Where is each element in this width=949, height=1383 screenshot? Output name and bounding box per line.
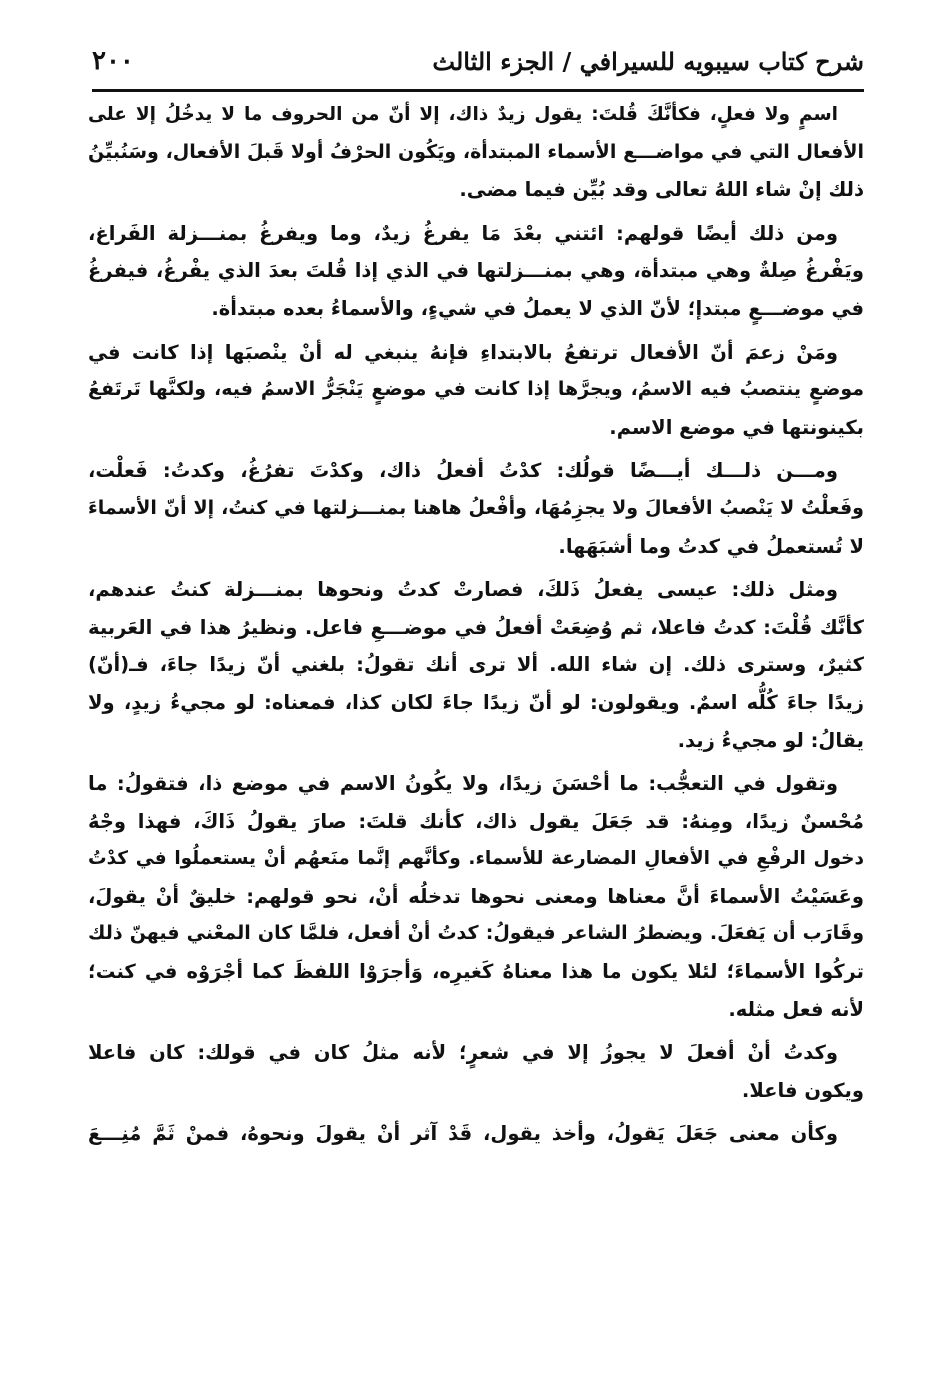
body-text [88, 96, 864, 1153]
paragraph [88, 96, 864, 209]
text-line: تركُوا الأسماءَ؛ لئلا يكون ما هذا معناهُ كَغيرِه، وَأجرَوْا اللفظَ كما أجْرَوْه في كنت؛ [88, 960, 864, 984]
text-line: زيدًا جاءَ كُلُّه اسمٌ. ويقولون: لو أنّ زيدًا جاءَ لكان كذا، فمعناه: لو مجيءُ زيدٍ، ولا [88, 690, 864, 714]
text-line: لا تُستعملُ في كدتُ وما أشبَهَها. [558, 534, 864, 558]
paragraph [88, 1034, 864, 1109]
text-line: وقَارَب أن يَفعَلَ. ويضطرُ الشاعر فيقولُ: كدتُ أنْ أفعل، فلمَّا كان المعْني فيهنّ ذلك [88, 922, 864, 945]
header-rule [92, 89, 864, 92]
text-line: كأنَّك قُلْتَ: كدتُ فاعلا، ثم وُضِعَتْ أفعلُ في موضـــعِ فاعل. ونظيرُ هذا في العَربية [88, 615, 864, 639]
text-line: يقالُ: لو مجيءُ زيد. [677, 728, 864, 752]
text-line: وفَعلْتُ لا يَنْصبُ الأفعالَ ولا يجزِمُهَا، وأفْعلُ هاهنا بمنـــزلتها في كنتُ، إلا أنّ الأسماءَ [88, 496, 864, 519]
text-line: وكدتُ أنْ أفعلَ لا يجوزُ إلا في شعرٍ؛ لأنه مثلُ كان في قولك: كان فاعلا [88, 1041, 838, 1065]
text-line: ومن ذلك أيضًا قولهم: ائتني بعْدَ مَا يفرغُ زيدٌ، وما ويفرغُ بمنـــزلة الفَراغ، [88, 221, 838, 245]
text-line: ومـــن ذلـــك أيـــضًا قولُك: كدْتُ أفعلُ ذاك، وكدْتَ تفرُغُ، وكدتُ: فَعلْت، [88, 459, 838, 483]
text-line: اسمٍ ولا فعلٍ، فكأنَّكَ قُلتَ: يقول زيدٌ ذاك، إلا أنّ من الحروف ما لا يدخُلُ إلا على [88, 104, 838, 125]
running-title: شرح كتاب سيبويه للسيرافي / الجزء الثالث [432, 46, 864, 76]
text-line: الأفعال التي في مواضـــع الأسماء المبتدأة، ويَكُون الحرْفُ أولا قَبلَ الأفعال، وسَنُبيِّنُ [88, 140, 864, 163]
text-line: وتقول في التعجُّب: ما أحْسَنَ زيدًا، ولا يكُونُ الاسم في موضع ذا، فتقولُ: ما [88, 772, 838, 796]
text-line: مُحْسنٌ زيدًا، ومِنهُ: قد جَعَلَ يقول ذاك، كأنك قلتَ: صارَ يقولُ ذَاكَ، فهذا وجْهُ [88, 809, 864, 833]
paragraph [88, 452, 864, 565]
page-number: ٢٠٠ [92, 46, 134, 76]
text-line: وكأن معنى جَعَلَ يَقولُ، وأخذ يقول، قَدْ آثر أنْ يقولَ ونحوهُ، فمنْ ثَمَّ مُنِـــعَ [88, 1122, 838, 1146]
text-line: ومثل ذلك: عيسى يفعلُ ذَلكَ، فصارتْ كدتُ ونحوها بمنـــزلة كنتُ عندهم، [88, 578, 838, 602]
text-line: ومَنْ زعمَ أنّ الأفعال ترتفعُ بالابتداءِ فإنهُ ينبغي له أنْ ينْصبَها إذا كانت في [88, 340, 838, 364]
text-line: كثيرٌ، وسترى ذلك. إن شاء الله. ألا ترى أنك تقولُ: بلغني أنّ زيدًا جاءَ، فـ(أنّ) [88, 653, 864, 677]
text-line: ويَفْرغُ صِلةٌ وهي مبتدأة، وهي بمنـــزلتها في الذي إذا قُلتَ بعدَ الذي يفْرغُ، فيفرغُ [88, 259, 864, 283]
text-line: دخول الرفْعِ في الأفعالِ المضارعة للأسماء. وكأنَّهم إنَّما منَعهُم أنْ يستعملُوا في كدْتُ [88, 848, 864, 870]
text-line: ويكون فاعلا. [741, 1078, 864, 1102]
paragraph [88, 571, 864, 759]
paragraph [88, 1115, 864, 1153]
text-line: ذلك إنْ شاء اللهُ تعالى وقد بُيِّن فيما مضى. [459, 178, 864, 202]
text-line: في موضـــعٍ مبتدإ؛ لأنّ الذي لا يعملُ في شيءٍ، والأسماءُ بعده مبتدأة. [211, 296, 864, 320]
page-header [92, 38, 864, 84]
paragraph [88, 765, 864, 1028]
text-line: بكينونتها في موضع الاسم. [609, 415, 864, 439]
text-line: موضعٍ ينتصبُ فيه الاسمُ، ويجرَّها إذا كانت في موضعٍ يَنْجَرُّ الاسمُ فيه، ولكنَّها تَرتَفعُ [88, 378, 864, 401]
paragraph [88, 215, 864, 328]
paragraph [88, 334, 864, 447]
text-line: لأنه فعل مثله. [728, 997, 864, 1021]
text-line: وعَسَيْتُ الأسماءَ أنَّ معناها ومعنى نحوها تدخلُه أنْ، نحو قولهم: خليقٌ أنْ يقولَ، [88, 884, 864, 908]
